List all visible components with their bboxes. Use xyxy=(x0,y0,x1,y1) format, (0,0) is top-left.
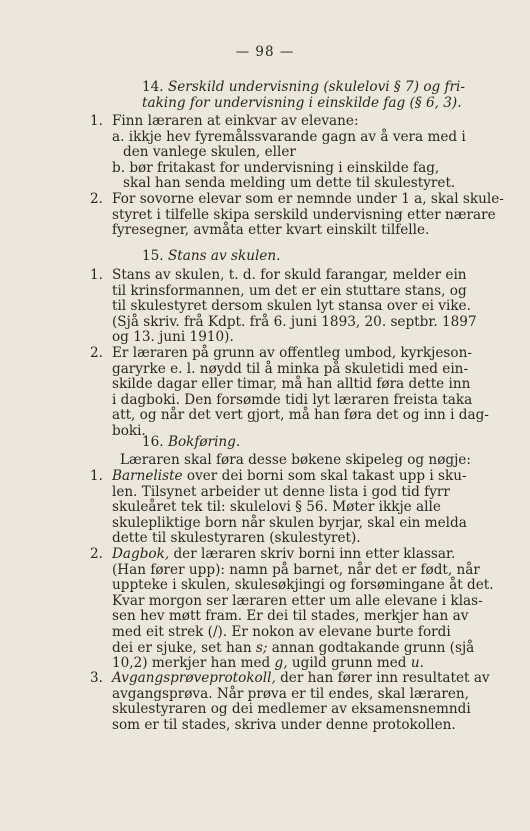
section-heading-line: 14. Serskild undervisning (skulelovi § 7) og fri- xyxy=(142,79,465,95)
text-line: (Sjå skriv. frå Kdpt. frå 6. juni 1893, 20. septbr. 1897 xyxy=(112,313,477,330)
section-heading-line: 15. Stans av skulen. xyxy=(142,248,281,264)
section-heading-line: 16. Bokføring. xyxy=(142,434,241,450)
text-line: a. ikkje hev fyremålssvarande gagn av å vera med i xyxy=(112,128,466,145)
item-number: 3. xyxy=(90,670,103,686)
section-14-heading xyxy=(112,80,484,111)
list-item xyxy=(90,113,484,192)
text-line: til krinsformannen, um det er ein stuttare stans, og xyxy=(112,282,467,299)
text-line: Avgangsprøveprotokoll, der han fører inn resultatet av xyxy=(112,670,490,686)
text-line: styret i tilfelle skipa serskild undervisning etter nærare xyxy=(112,206,496,223)
text-line: Stans av skulen, t. d. for skuld farangar, melder ein xyxy=(112,267,467,283)
text-line: b. bør fritakast for undervisning i einskilde fag, xyxy=(112,159,440,176)
text-line: 10,2) merkjer han med g, ugild grunn med u. xyxy=(112,655,424,672)
item-number: 1. xyxy=(90,468,103,484)
text-line: med eit strek (/). Er nokon av elevane burte fordi xyxy=(112,623,451,640)
list-item xyxy=(90,468,484,547)
text-line: og 13. juni 1910). xyxy=(112,329,234,346)
text-line: skulepliktige born når skulen byrjar, skal ein melda xyxy=(112,514,467,531)
list-item xyxy=(90,345,489,440)
item-number: 1. xyxy=(90,113,103,129)
text-line: dette til skulestyraren (skulestyret). xyxy=(112,530,361,547)
text-line: garyrke e. l. nøydd til å minka på skuletidi med ein- xyxy=(112,360,469,377)
list-item xyxy=(90,670,490,733)
text-line: Finn læraren at einkvar av elevane: xyxy=(112,113,359,129)
item-number: 1. xyxy=(90,267,103,283)
text-line: dei er sjuke, set han s; annan godtakande grunn (sjå xyxy=(112,639,475,656)
text-line: den vanlege skulen, eller xyxy=(123,144,296,161)
text-line: avgangsprøva. Når prøva er til endes, skal læraren, xyxy=(112,685,469,702)
item-number: 2. xyxy=(90,191,103,207)
text-line: fyresegner, avmåta etter kvart einskilt tilfelle. xyxy=(112,222,430,239)
text-line: Dagbok, der læraren skriv borni inn etter klassar. xyxy=(112,546,456,562)
text-line: i dagboki. Den forsømde tidi lyt læraren freista taka xyxy=(112,391,473,408)
item-number: 2. xyxy=(90,345,103,361)
text-line: skuleåret tek til: skulelovi § 56. Møter ikkje alle xyxy=(112,499,441,516)
text-line: skilde dagar eller timar, må han alltid føra dette inn xyxy=(112,376,471,393)
page-number: — 98 — xyxy=(235,44,295,60)
text-line: boki. xyxy=(112,422,146,439)
list-item xyxy=(90,191,504,239)
item-number: 2. xyxy=(90,546,103,562)
text-line: uppteke i skulen, skulesøkjingi og forsømingane åt det. xyxy=(112,577,494,594)
text-line: att, og når det vert gjort, må han føra det og inn i dag- xyxy=(112,407,489,424)
text-line: Kvar morgon ser læraren etter um alle elevane i klas- xyxy=(112,592,483,609)
text-line: Læraren skal føra desse bøkene skipeleg og nøgje: xyxy=(120,452,471,468)
text-line: Er læraren på grunn av offentleg umbod, kyrkjeson- xyxy=(112,345,472,361)
text-line: len. Tilsynet arbeider ut denne lista i god tid fyrr xyxy=(112,483,450,500)
text-line: skulestyraren og dei medlemer av eksamensnemndi xyxy=(112,701,471,718)
text-line: som er til stades, skriva under denne protokollen. xyxy=(112,716,456,733)
text-line: For sovorne elevar som er nemnde under 1 a, skal skule- xyxy=(112,191,504,207)
text-line: Barneliste over dei borni som skal takast upp i sku- xyxy=(112,468,467,484)
text-line: skal han senda melding um dette til skulestyret. xyxy=(123,175,456,192)
text-line: til skulestyret dersom skulen lyt stansa over ei vike. xyxy=(112,298,471,315)
list-item xyxy=(90,546,494,672)
text-line: (Han fører upp): namn på barnet, når det er født, når xyxy=(112,561,480,578)
section-16-heading xyxy=(112,435,514,451)
section-heading-line: taking for undervisning i einskilde fag (§ 6, 3). xyxy=(142,94,462,111)
section-intro xyxy=(112,453,492,469)
section-15-heading xyxy=(112,249,514,265)
text-line: sen hev møtt fram. Er dei til stades, merkjer han av xyxy=(112,608,469,625)
list-item xyxy=(90,267,484,346)
